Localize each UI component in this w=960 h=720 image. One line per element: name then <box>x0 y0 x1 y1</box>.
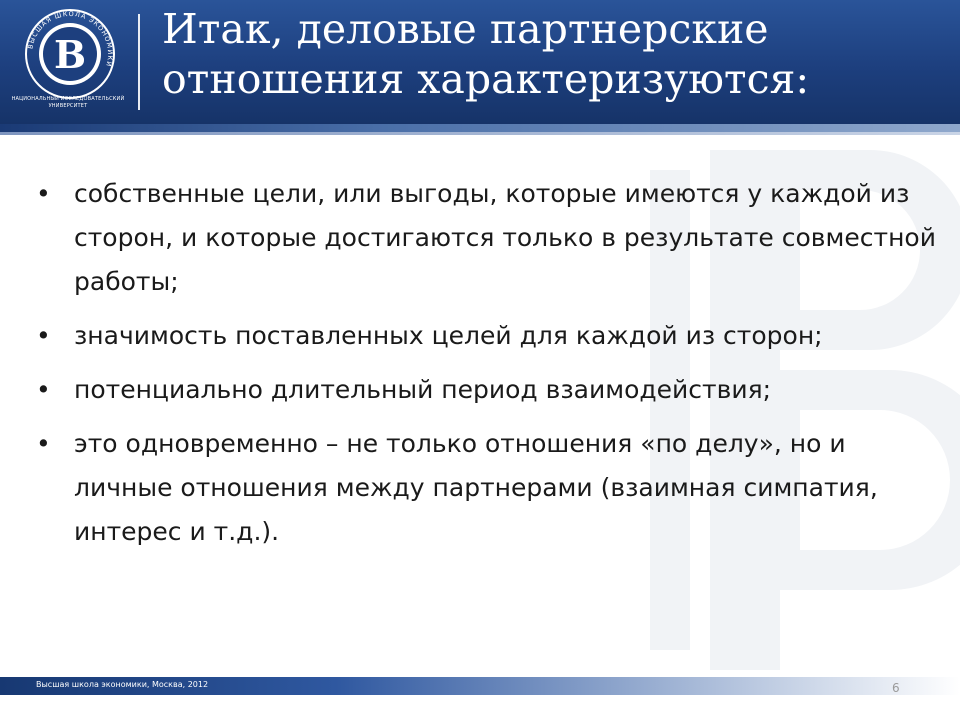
bullet-text: собственные цели, или выгоды, которые имеются у каждой из сторон, и которые достигаются только в результате совместной работы; <box>74 179 936 296</box>
bullet-icon: • <box>36 321 51 350</box>
logo-ring-text: ВЫСШАЯ ШКОЛА ЭКОНОМИКИ <box>26 9 115 69</box>
logo-caption: НАЦИОНАЛЬНЫЙ ИССЛЕДОВАТЕЛЬСКИЙ УНИВЕРСИТЕТ <box>11 96 125 109</box>
logo-letter: В <box>53 32 87 77</box>
title-line-1: Итак, деловые партнерские <box>162 5 769 53</box>
hse-emblem-icon <box>14 6 126 106</box>
bullet-icon: • <box>36 429 51 458</box>
header-divider <box>138 14 140 110</box>
bullet-item <box>30 422 950 554</box>
bullet-list <box>30 172 950 564</box>
bullet-icon: • <box>36 375 51 404</box>
bullet-text: потенциально длительный период взаимодействия; <box>74 375 772 404</box>
bullet-item <box>30 368 950 412</box>
title-line-2: отношения характеризуются: <box>162 55 810 103</box>
slide-header <box>0 0 960 124</box>
page-number: 6 <box>892 681 900 695</box>
footer-text: Высшая школа экономики, Москва, 2012 <box>36 680 209 689</box>
bullet-item <box>30 314 950 358</box>
bullet-text: это одновременно – не только отношения «по делу», но и личные отношения между партнерами (взаимная симпатия, интерес и т.д.). <box>74 429 878 546</box>
header-stripe-light <box>0 132 960 135</box>
bullet-text: значимость поставленных целей для каждой из сторон; <box>74 321 823 350</box>
header-stripe <box>0 124 960 132</box>
bullet-item <box>30 172 950 304</box>
bullet-icon: • <box>36 179 51 208</box>
slide-title <box>162 4 952 104</box>
